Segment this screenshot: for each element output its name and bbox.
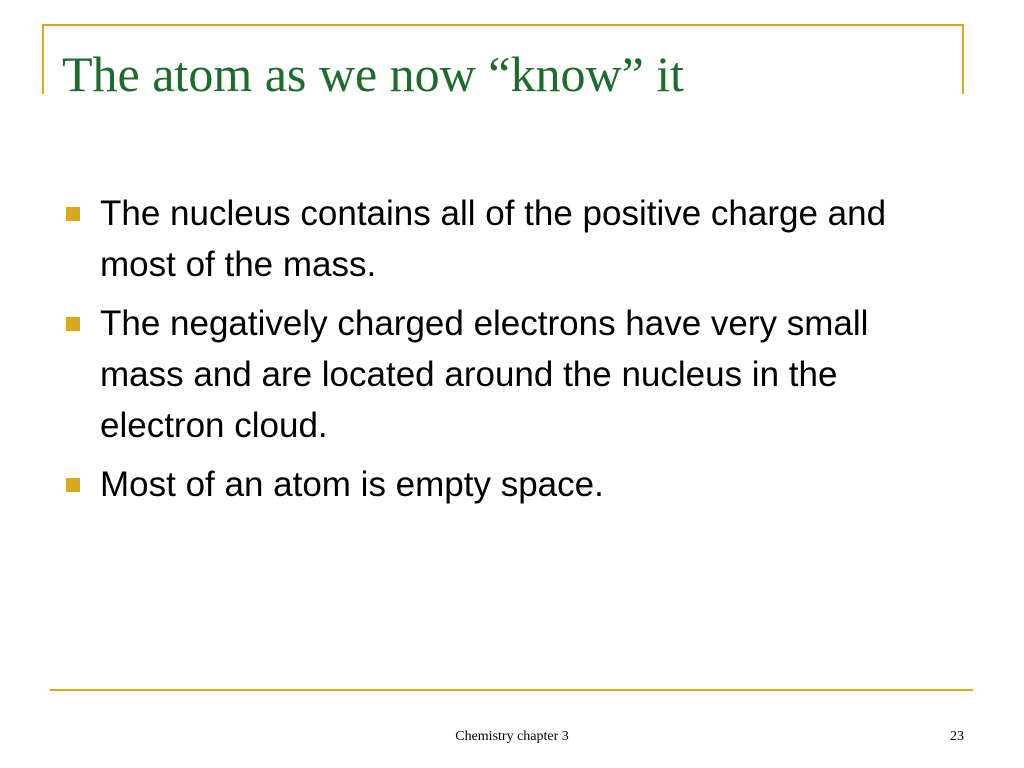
bullet-list: [64, 188, 944, 518]
square-bullet-icon: [66, 207, 80, 221]
bullet-text: The nucleus contains all of the positive charge and most of the mass.: [100, 194, 887, 284]
page-number: 23: [950, 729, 964, 744]
title-frame-right-line: [962, 24, 964, 94]
bullet-item: [64, 188, 944, 290]
slide-title: The atom as we now “know” it: [62, 46, 685, 102]
footer-label: Chemistry chapter 3: [455, 729, 569, 744]
bullet-text: Most of an atom is empty space.: [100, 465, 604, 504]
square-bullet-icon: [66, 317, 80, 331]
title-frame-top-line: [42, 24, 964, 26]
footer-divider: [50, 689, 973, 691]
square-bullet-icon: [66, 478, 80, 492]
title-frame-left-line: [42, 24, 44, 94]
bullet-item: [64, 298, 944, 451]
bullet-item: [64, 459, 944, 510]
bullet-text: The negatively charged electrons have very small mass and are located around the nucleus in the electron cloud.: [100, 304, 869, 445]
